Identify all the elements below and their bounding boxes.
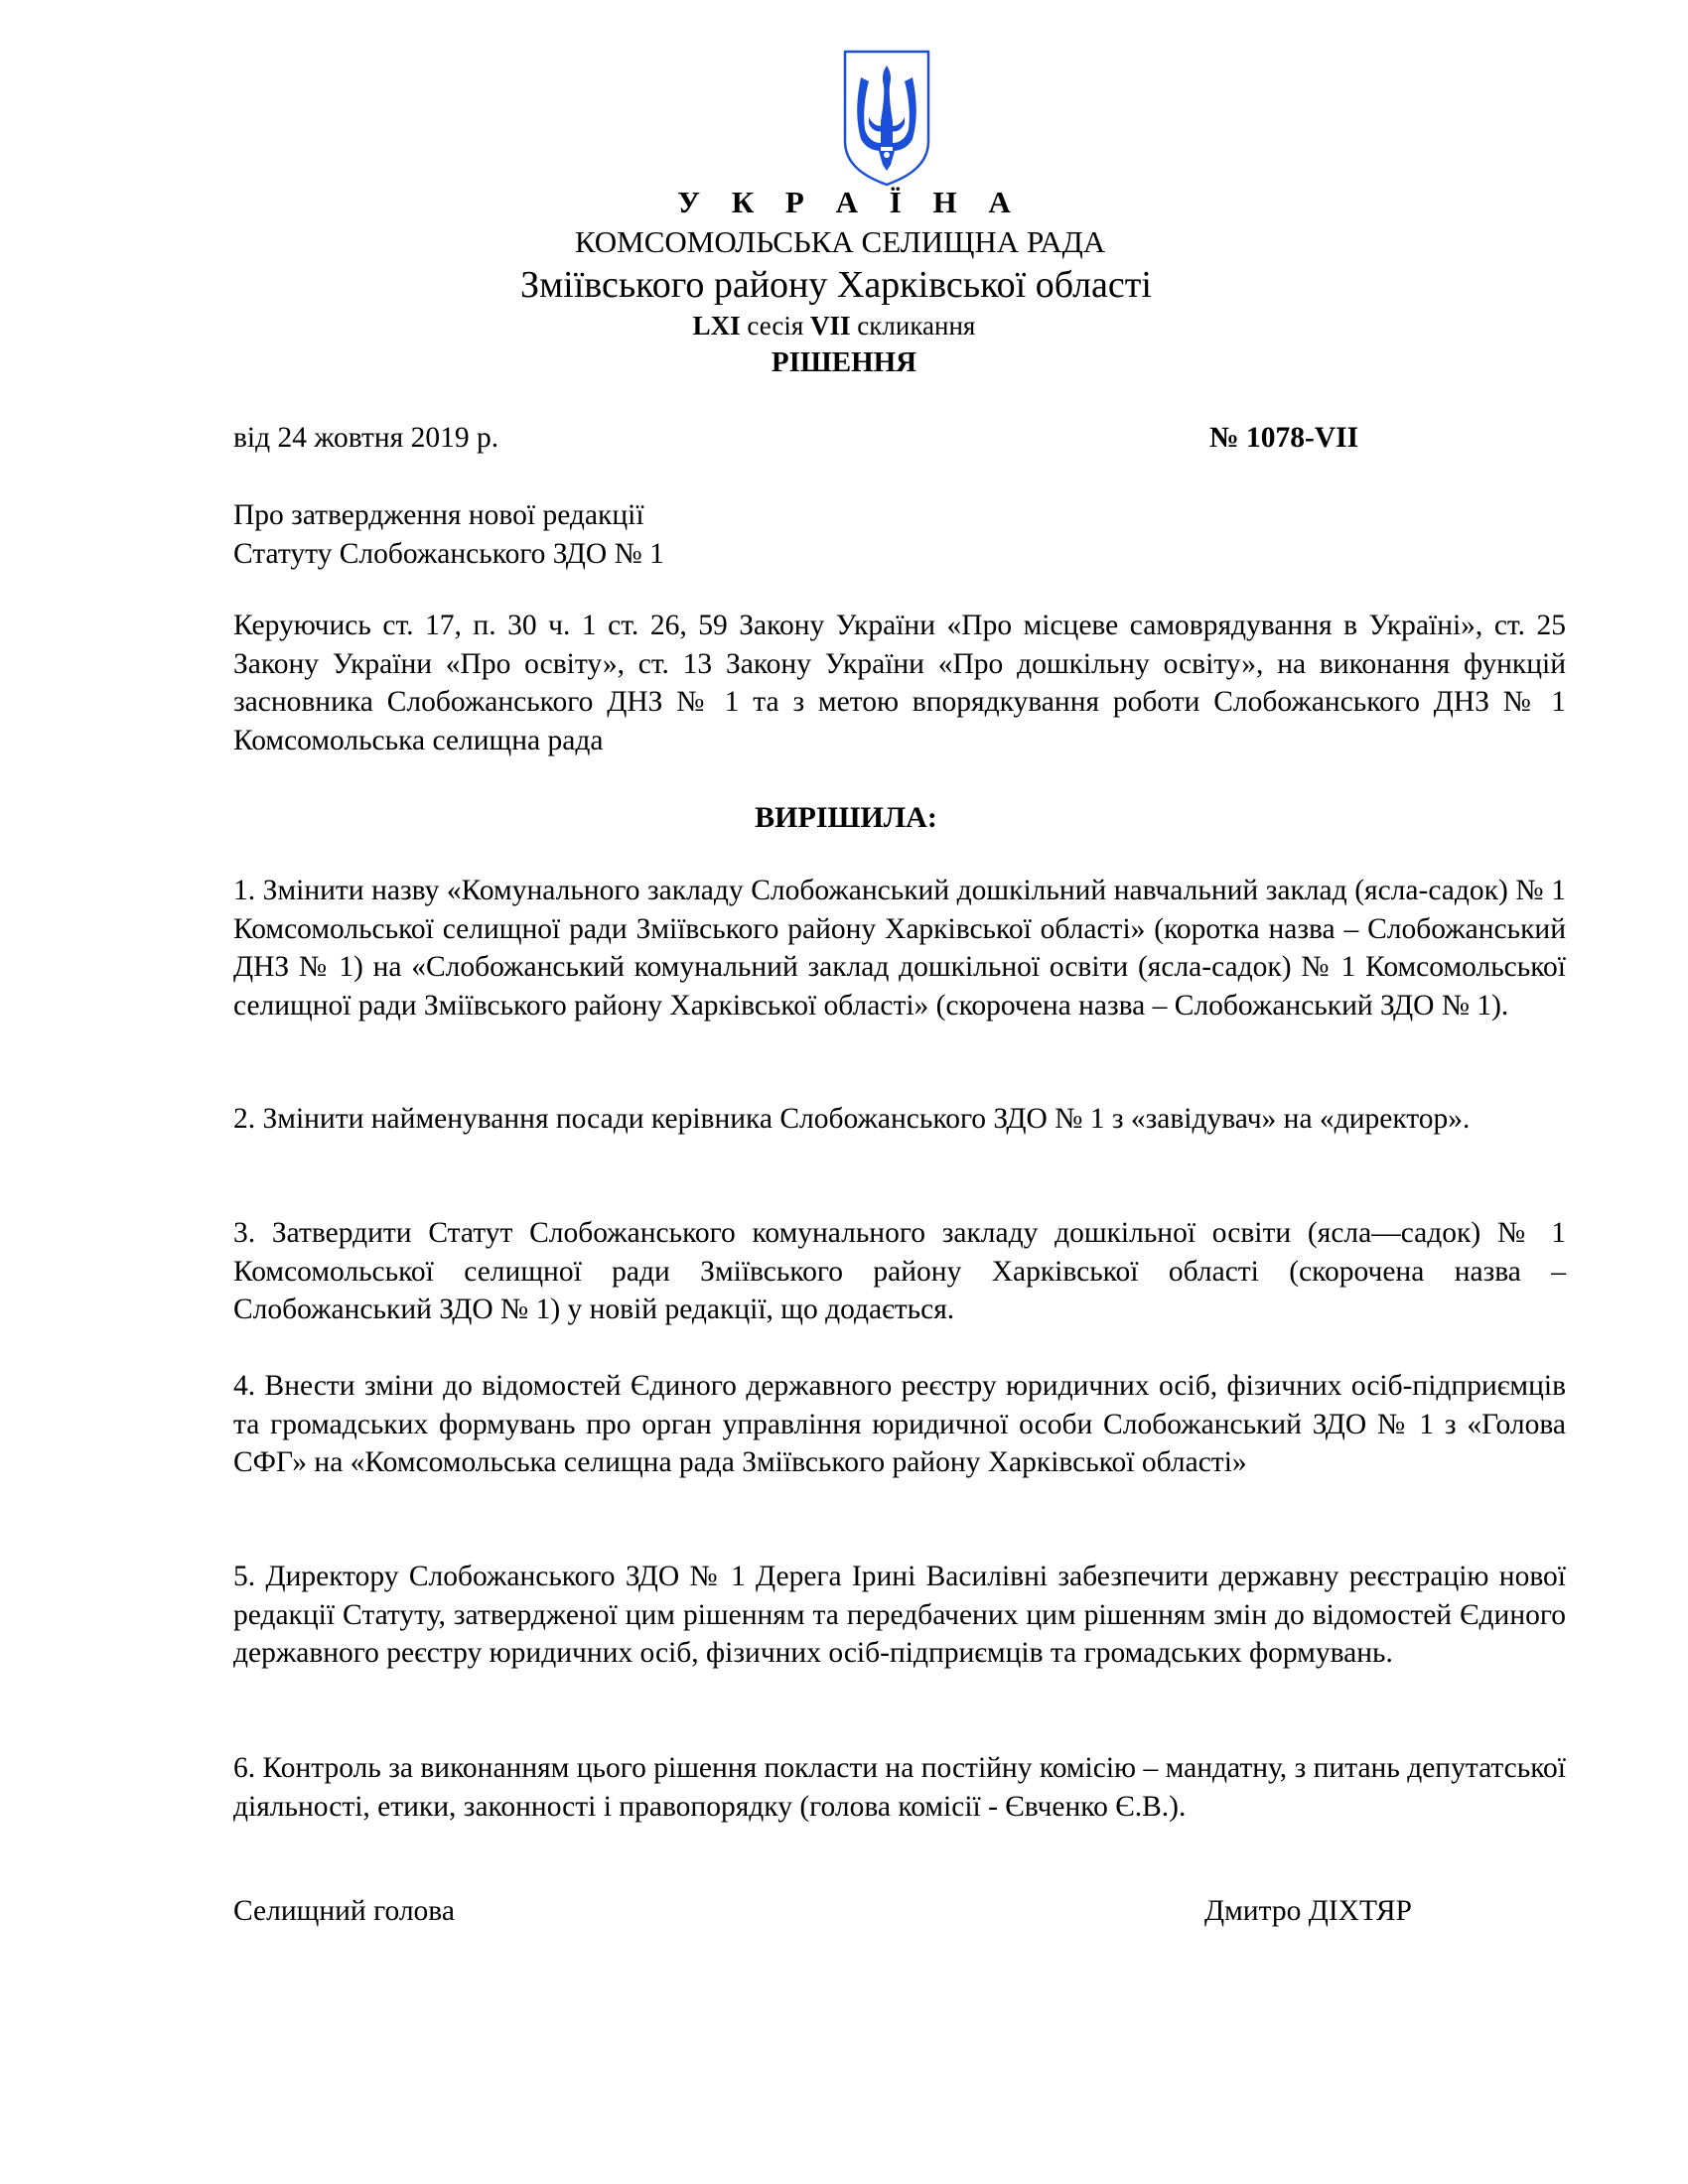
session-line [0, 311, 1678, 341]
session-number: LXI [692, 311, 741, 341]
country-heading: У К Р А Ї Н А [677, 185, 1023, 219]
convocation-word: скликання [857, 311, 976, 341]
decision-item-5: 5. Директору Слобожанського ЗДО № 1 Дерега Ірині Василівні забезпечити державну реєстрацію нової редакції Статуту, затвердженої цим рішенням та передбачених цим рішенням змін до відомостей Єдиного державного реєстру юридичних осіб, фізичних осіб-підприємців та громадських формувань. [233, 1561, 1566, 1670]
coat-of-arms-icon [839, 48, 934, 187]
subject-line-1: Про затвердження нової редакції [233, 499, 644, 531]
decision-item-1: 1. Змінити назву «Комунального закладу Слобожанський дошкільний навчальний заклад (ясла-садок) № 1 Комсомольської селищної ради Зміївського району Харківської області» (коротка назва – Слобожанський ДНЗ № 1) на «Слобожанський комунальний заклад дошкільної освіти (ясла-садок) № 1 Комсомольської селищної ради Зміївського району Харківської області» (скорочена назва – Слобожанський ЗДО № 1). [233, 875, 1566, 1023]
signature-name: Дмитро ДІХТЯР [1204, 1895, 1412, 1927]
decision-number: № 1078-VII [1209, 422, 1359, 454]
convocation-number: VII [810, 311, 851, 341]
decision-item-3: 3. Затвердити Статут Слобожанського комунального закладу дошкільної освіти (ясла—садок) № 1 Комсомольської селищної ради Зміївського району Харківської області (скорочена назва – Слобожанський ЗДО № 1) у новій редакції, що додається. [233, 1217, 1566, 1326]
resolved-heading: ВИРІШИЛА: [755, 801, 937, 834]
subject-line-2: Статуту Слобожанського ЗДО № 1 [233, 538, 664, 570]
council-heading: КОМСОМОЛЬСЬКА СЕЛИЩНА РАДА [574, 224, 1106, 259]
preamble-paragraph: Керуючись ст. 17, п. 30 ч. 1 ст. 26, 59 Закону України «Про місцеве самоврядування в Україні», ст. 25 Закону України «Про освіту», ст. 13 Закону України «Про дошкільну освіту», на виконання функцій засновника Слобожанського ДНЗ № 1 та з метою впорядкування роботи Слобожанського ДНЗ № 1 Комсомольська селищна рада [233, 610, 1566, 757]
district-heading: Зміївського району Харківської області [520, 264, 1152, 306]
signature-role: Селищний голова [233, 1895, 455, 1927]
decision-item-6: 6. Контроль за виконанням цього рішення покласти на постійну комісію – мандатну, з питань депутатської діяльності, етики, законності і правопорядку (голова комісії - Євченко Є.В.). [233, 1752, 1566, 1823]
decision-item-2: 2. Змінити найменування посади керівника Слобожанського ЗДО № 1 з «завідувач» на «директор». [233, 1103, 1471, 1135]
decision-item-4: 4. Внести зміни до відомостей Єдиного державного реєстру юридичних осіб, фізичних осіб-підприємців та громадських формувань про орган управління юридичної особи Слобожанський ЗДО № 1 з «Голова СФГ» на «Комсомольська селищна рада Зміївського району Харківської області» [233, 1370, 1566, 1479]
session-word: сесія [747, 311, 804, 341]
decision-subject [233, 496, 664, 574]
decision-title: РІШЕННЯ [771, 346, 917, 378]
decision-date: від 24 жовтня 2019 р. [233, 422, 499, 454]
